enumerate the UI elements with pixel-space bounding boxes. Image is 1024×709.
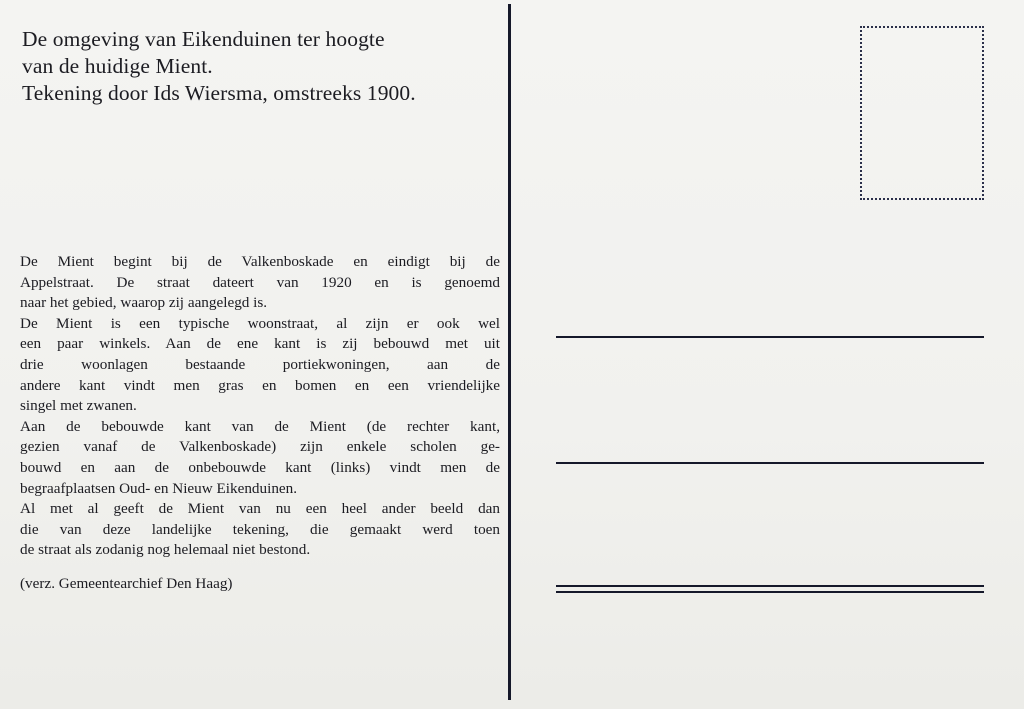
description-line: die van deze landelijke tekening, die gemaakt werd toen (20, 520, 500, 538)
caption-heading-line-2: van de huidige Mient. (22, 54, 213, 78)
description-text (20, 252, 500, 561)
center-divider (508, 4, 511, 700)
description-line: een paar winkels. Aan de ene kant is zij bebouwd met uit (20, 335, 500, 353)
description-line: Appelstraat. De straat dateert van 1920 en is genoemd (20, 273, 500, 291)
description-line: gezien vanaf de Valkenboskade) zijn enkele scholen ge- (20, 438, 500, 456)
address-line-3-double (556, 591, 984, 593)
description-line: de straat als zodanig nog helemaal niet bestond. (20, 541, 311, 559)
description-line: naar het gebied, waarop zij aangelegd is. (20, 294, 268, 312)
archive-credit: (verz. Gemeentearchief Den Haag) (20, 575, 233, 592)
description-line: Al met al geeft de Mient van nu een heel ander beeld dan (20, 500, 500, 518)
description-line: andere kant vindt men gras en bomen en een vriendelijke (20, 376, 500, 394)
caption-heading-line-3: Tekening door Ids Wiersma, omstreeks 1900. (22, 81, 416, 105)
caption-heading-line-1: De omgeving van Eikenduinen ter hoogte (22, 27, 385, 51)
description-line: begraafplaatsen Oud- en Nieuw Eikenduinen. (20, 479, 298, 497)
description-line: drie woonlagen bestaande portiekwoningen, aan de (20, 355, 500, 373)
description-line: De Mient is een typische woonstraat, al zijn er ook wel (20, 314, 500, 332)
description-line: singel met zwanen. (20, 397, 137, 415)
description-line: bouwd en aan de onbebouwde kant (links) vindt men de (20, 458, 500, 476)
description-line: Aan de bebouwde kant van de Mient (de rechter kant, (20, 417, 500, 435)
caption-heading (22, 26, 502, 107)
stamp-box (860, 26, 984, 200)
address-line-1 (556, 336, 984, 338)
description-line: De Mient begint bij de Valkenboskade en eindigt bij de (20, 253, 500, 270)
address-line-3 (556, 585, 984, 587)
address-line-2 (556, 462, 984, 464)
